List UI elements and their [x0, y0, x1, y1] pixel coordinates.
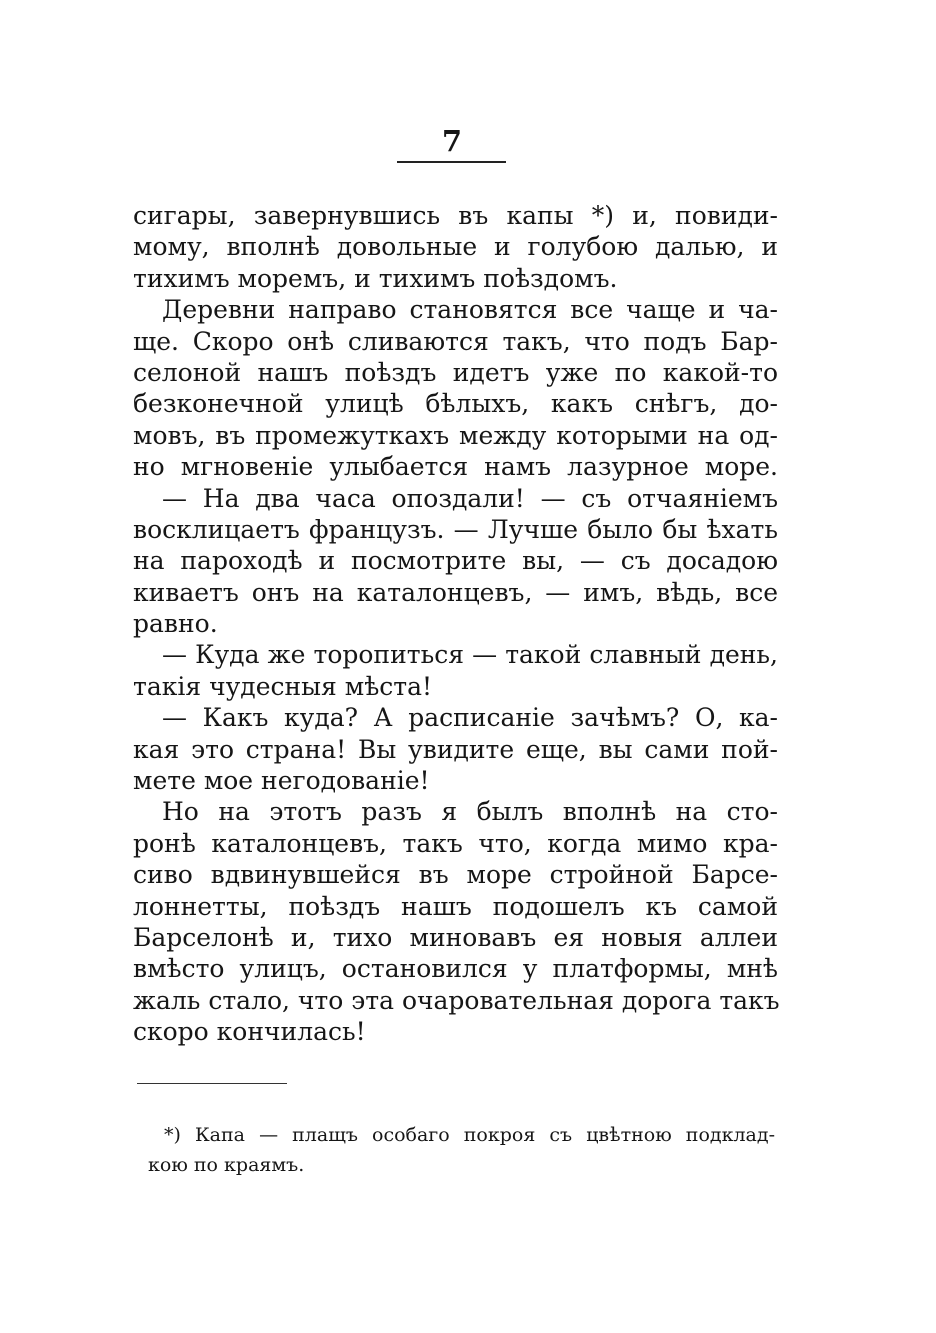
- text-line: безконечной улицѣ бѣлыхъ, какъ снѣгъ, до-: [133, 389, 778, 419]
- text-line: скоро кончилась!: [133, 1017, 366, 1047]
- text-line: жаль стало, что эта очаровательная дорога такъ: [133, 985, 780, 1015]
- text-line: кая это страна! Вы увидите еще, вы сами пой-: [133, 734, 778, 764]
- text-line: Деревни направо становятся все чаще и ча-: [162, 295, 778, 325]
- text-line: ще. Скоро онѣ сливаются такъ, что подъ Бар-: [133, 326, 778, 356]
- text-line: мете мое негодованіе!: [133, 766, 430, 796]
- text-line: но мгновеніе улыбается намъ лазурное море.: [133, 452, 778, 482]
- text-line: восклицаетъ французъ. — Лучше было бы ѣхать: [133, 514, 778, 544]
- page-number: 7: [441, 124, 463, 158]
- text-line: ронѣ каталонцевъ, такъ что, когда мимо кра-: [133, 828, 778, 858]
- text-line: мовъ, въ промежуткахъ между которыми на од-: [133, 420, 778, 450]
- text-line: мому, вполнѣ довольные и голубою далью, и: [133, 232, 778, 262]
- header-rule: [397, 161, 506, 163]
- text-line: — Какъ куда? А расписаніе зачѣмъ? О, ка-: [162, 703, 778, 733]
- footnote-rule: [137, 1083, 287, 1084]
- text-line: сигары, завернувшись въ капы *) и, повиди-: [133, 201, 778, 230]
- text-line: тихимъ моремъ, и тихимъ поѣздомъ.: [133, 263, 618, 293]
- text-line: Барселонѣ и, тихо миновавъ ея новыя аллеи: [133, 922, 778, 952]
- body-text: [133, 200, 778, 1048]
- text-line: равно.: [133, 609, 218, 639]
- text-line: селоной нашъ поѣздъ идетъ уже по какой-то: [133, 357, 778, 387]
- text-line: Но на этотъ разъ я былъ вполнѣ на сто-: [162, 797, 778, 827]
- footnote-line: кою по краямъ.: [148, 1154, 305, 1176]
- text-line: — На два часа опоздали! — съ отчаяніемъ: [162, 483, 778, 513]
- footnote: [148, 1120, 775, 1180]
- footnote-line: *) Капа — плащъ особаго покроя съ цвѣтною подклад-: [164, 1124, 775, 1146]
- text-line: вмѣсто улицъ, остановился у платформы, мнѣ: [133, 954, 778, 984]
- text-line: такія чудесныя мѣста!: [133, 671, 433, 701]
- text-line: сиво вдвинувшейся въ море стройной Барсе-: [133, 860, 778, 890]
- text-line: лоннетты, поѣздъ нашъ подошелъ къ самой: [133, 891, 778, 921]
- text-line: — Куда же торопиться — такой славный день,: [162, 640, 778, 670]
- text-line: киваетъ онъ на каталонцевъ, — имъ, вѣдь, все: [133, 577, 778, 607]
- text-line: на пароходѣ и посмотрите вы, — съ досадою: [133, 546, 778, 576]
